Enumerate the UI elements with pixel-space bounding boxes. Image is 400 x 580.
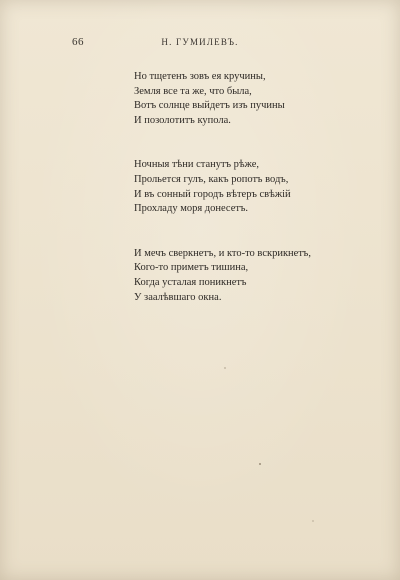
poem-line: Когда усталая поникнетъ xyxy=(134,276,247,288)
paper-speck xyxy=(259,463,261,465)
stanza-3 xyxy=(134,247,311,305)
poem-line: И мечъ сверкнетъ, и кто-то вскрикнетъ, xyxy=(134,247,311,259)
poem-line: Кого-то приметъ тишина, xyxy=(134,262,249,274)
poem-line: И позолотитъ купола. xyxy=(134,114,231,126)
poem-line: Земля все та же, что была, xyxy=(134,85,252,97)
poem-line: У заалѣвшаго окна. xyxy=(134,291,222,303)
poem-line: Вотъ солнце выйдетъ изъ пучины xyxy=(134,100,285,112)
page-number: 66 xyxy=(72,36,84,48)
paper-speck xyxy=(224,367,226,369)
paper-speck xyxy=(312,520,314,522)
poem-line: Ночныя тѣни станутъ рѣже, xyxy=(134,159,260,171)
poem-line: Но тщетенъ зовъ ея кручины, xyxy=(134,71,266,82)
poem-line: И въ сонный городъ вѣтеръ свѣжій xyxy=(134,188,291,200)
running-head: Н. ГУМИЛЕВЪ. xyxy=(161,37,239,47)
poem-body xyxy=(134,70,311,335)
stanza-2 xyxy=(134,158,311,216)
poem-line: Прохладу моря донесетъ. xyxy=(134,203,249,215)
stanza-1 xyxy=(134,70,311,128)
poem-line: Прольется гулъ, какъ ропотъ водъ, xyxy=(134,173,289,185)
